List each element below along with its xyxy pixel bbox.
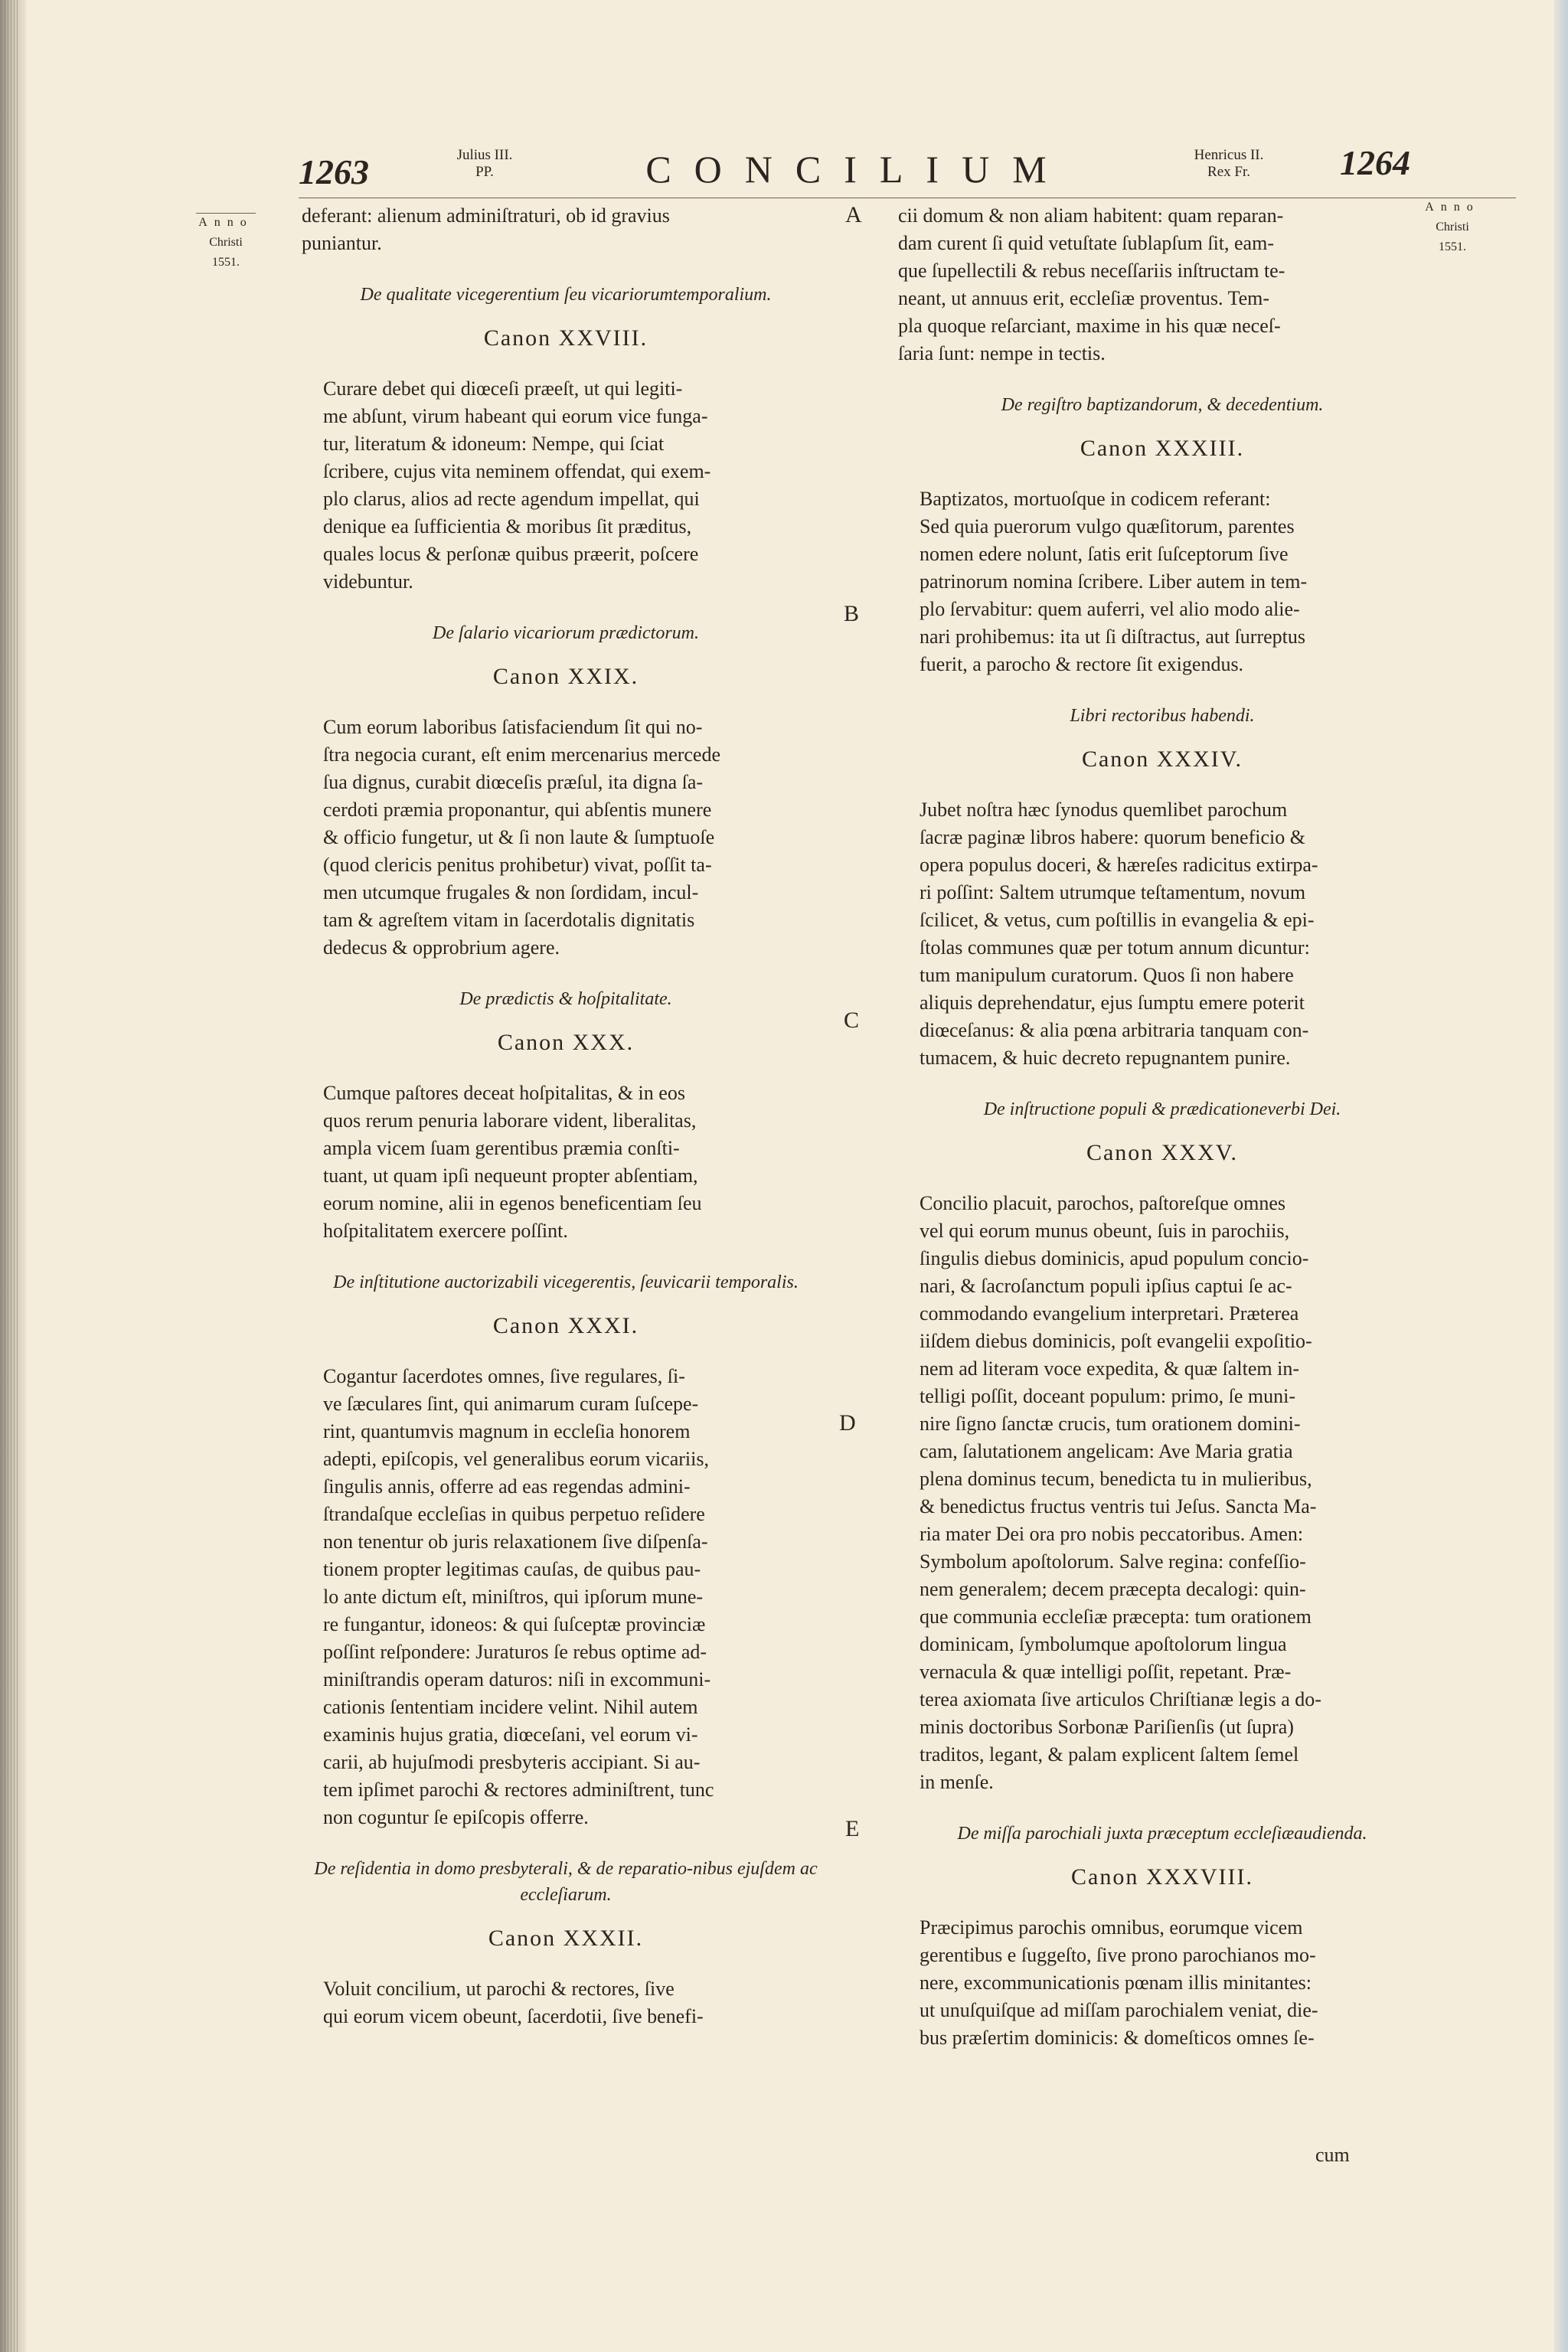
text-line: quos rerum penuria laborare vident, liberalitas, xyxy=(323,1109,697,1132)
text-line: cationis ſententiam incidere velint. Nihil autem xyxy=(323,1696,698,1718)
text-line: puniantur. xyxy=(302,232,382,254)
paragraph-canon-38 xyxy=(898,1914,1426,2052)
canon-number-38: Canon XXXVIII. xyxy=(1071,1864,1253,1890)
text-line: (quod clericis penitus prohibetur) vivat, poſſit ta- xyxy=(323,854,712,876)
text-line: nem ad literam voce expedita, & quæ ſaltem in- xyxy=(920,1357,1300,1380)
canon-number-29: Canon XXIX. xyxy=(492,664,639,689)
text-line: Jubet noſtra hæc ſynodus quemlibet parochum xyxy=(920,799,1288,821)
text-line: rint, quantumvis magnum in eccleſia honorem xyxy=(323,1420,691,1442)
text-line: hoſpitalitatem exercere poſſint. xyxy=(323,1220,568,1242)
text-line: aliquis deprehendatur, ejus ſumptu emere poterit xyxy=(920,991,1305,1014)
intro-text-right xyxy=(898,202,1426,368)
canon-number-31: Canon XXXI. xyxy=(492,1313,639,1338)
heading-canon-30 xyxy=(302,986,830,1012)
text-line: Symbolum apoſtolorum. Salve regina: confeſſio- xyxy=(920,1550,1306,1573)
text-line: tionem propter legitimas cauſas, de quibus pau- xyxy=(323,1558,701,1580)
text-line: men utcumque frugales & non ſordidam, incul- xyxy=(323,881,699,903)
paragraph-canon-32 xyxy=(302,1975,830,2030)
text-line: ampla vicem ſuam gerentibus præmia conſti- xyxy=(323,1137,680,1159)
text-line: De ſalario vicariorum prædictorum. xyxy=(433,623,699,643)
paragraph-canon-33 xyxy=(898,485,1426,678)
heading-canon-35 xyxy=(898,1096,1426,1122)
text-line: re fungantur, idoneos: & qui ſuſceptæ provinciæ xyxy=(323,1613,706,1635)
margin-year-value: 1551. xyxy=(1439,240,1466,253)
text-line: me abſunt, virum habeant qui eorum vice funga- xyxy=(323,405,708,427)
text-line: gerentibus e ſuggeſto, ſive prono parochianos mo- xyxy=(920,1944,1316,1966)
text-line: ſua dignus, curabit diœceſis præſul, ita digna ſa- xyxy=(323,771,704,793)
text-line: nari, & ſacroſanctum populi ipſius captui ſe ac- xyxy=(920,1275,1292,1297)
text-line: telligi poſſit, doceant populum: primo, ſe muni- xyxy=(920,1385,1296,1407)
text-line: fuerit, a parocho & rectore ſit exigendus. xyxy=(920,653,1244,675)
text-line: que ſupellectili & rebus neceſſariis inſtructam te- xyxy=(898,260,1285,282)
canon-number-34: Canon XXXIV. xyxy=(1081,746,1243,772)
text-line: minis doctoribus Sorbonæ Pariſienſis (ut ſupra) xyxy=(920,1716,1294,1738)
text-line: vicarii temporalis. xyxy=(662,1272,799,1292)
text-line: iiſdem diebus dominicis, poſt evangelii expoſitio- xyxy=(920,1330,1312,1352)
text-line: in menſe. xyxy=(920,1771,994,1793)
text-line: ſaria ſunt: nempe in tectis. xyxy=(898,342,1106,364)
text-line: videbuntur. xyxy=(323,570,413,593)
text-line: eorum nomine, alii in egenos beneficentiam ſeu xyxy=(323,1192,702,1214)
margin-year-right xyxy=(1418,198,1487,257)
intro-text-left xyxy=(302,202,830,257)
text-line: verbi Dei. xyxy=(1267,1099,1341,1119)
text-line: ut unuſquiſque ad miſſam parochialem veniat, die- xyxy=(920,1999,1318,2021)
text-line: Voluit concilium, ut parochi & rectores, ſive xyxy=(323,1978,675,2000)
text-line: Cogantur ſacerdotes omnes, ſive regulares, ſi- xyxy=(323,1365,685,1387)
text-line: non tenentur ob juris relaxationem ſive diſpenſa- xyxy=(323,1530,708,1553)
text-line: quales locus & perſonæ quibus præerit, poſcere xyxy=(323,543,699,565)
text-line: cii domum & non aliam habitent: quam reparan- xyxy=(898,204,1284,227)
canon-number-33: Canon XXXIII. xyxy=(1080,436,1245,461)
margin-year-left xyxy=(191,213,260,273)
text-line: poſſint reſpondere: Juraturos ſe rebus optime ad- xyxy=(323,1641,707,1663)
text-line: vernacula & quæ intelligi poſſit, repetant. Præ- xyxy=(920,1661,1292,1683)
canon-number-30: Canon XXX. xyxy=(497,1030,635,1055)
text-line: tumacem, & huic decreto repugnantem punire. xyxy=(920,1047,1291,1069)
text-line: nomen edere nolunt, ſatis erit ſuſceptorum ſive xyxy=(920,543,1289,565)
paragraph-canon-35 xyxy=(898,1190,1426,1796)
text-line: ſacræ paginæ libros habere: quorum beneficio & xyxy=(920,826,1305,848)
pope-title: PP. xyxy=(475,164,494,180)
text-line: dedecus & opprobrium agere. xyxy=(323,936,560,959)
section-letter-a: A xyxy=(845,202,862,227)
section-letter-e: E xyxy=(845,1816,860,1841)
text-line: ſtolas communes quæ per totum annum dicuntur: xyxy=(920,936,1310,959)
text-line: miniſtrandis operam daturos: niſi in excommuni- xyxy=(323,1668,711,1690)
text-line: ſtra negocia curant, eſt enim mercenarius mercede xyxy=(323,743,721,766)
king-name: Henricus II. xyxy=(1194,147,1264,163)
text-line: diœceſanus: & alia pœna arbitraria tanquam con- xyxy=(920,1019,1309,1041)
text-line: plo ſervabitur: quem auferri, vel alio modo alie- xyxy=(920,598,1300,620)
margin-christi: Christi xyxy=(1436,220,1469,234)
text-line: lo ante dictum eſt, miniſtros, qui ipſorum mune- xyxy=(323,1586,704,1608)
text-line: Sed quia puerorum vulgo quæſitorum, parentes xyxy=(920,515,1295,537)
paragraph-canon-34 xyxy=(898,796,1426,1072)
text-line: tum manipulum curatorum. Quos ſi non habere xyxy=(920,964,1294,986)
text-line: deferant: alienum adminiſtraturi, ob id gravius xyxy=(302,204,670,227)
text-line: plena dominus tecum, benedicta tu in mulieribus, xyxy=(920,1468,1312,1490)
heading-canon-38 xyxy=(898,1821,1426,1847)
text-line: dominicam, ſymbolumque apoſtolorum lingua xyxy=(920,1633,1287,1655)
text-line: ſingulis diebus dominicis, apud populum concio- xyxy=(920,1247,1309,1269)
catchword: cum xyxy=(1315,2144,1350,2166)
left-column xyxy=(302,202,830,2030)
canon-number-32: Canon XXXII. xyxy=(488,1926,644,1951)
canon-number-28: Canon XXVIII. xyxy=(483,325,648,351)
text-line: & officio fungetur, ut & ſi non laute & ſumptuoſe xyxy=(323,826,715,848)
text-line: opera populus doceri, & hæreſes radicitus extirpa- xyxy=(920,854,1318,876)
section-letter-b: B xyxy=(844,601,860,626)
text-line: & benedictus fructus ventris tui Jeſus. Sancta Ma- xyxy=(920,1495,1317,1517)
text-line: adepti, epiſcopis, vel generalibus eorum vicariis, xyxy=(323,1448,709,1470)
text-line: Cumque paſtores deceat hoſpitalitas, & in eos xyxy=(323,1082,685,1104)
text-line: Cum eorum laboribus ſatisfaciendum ſit qui no- xyxy=(323,716,703,738)
text-line: non coguntur ſe epiſcopis offerre. xyxy=(323,1806,589,1828)
text-line: De inſtructione populi & prædicatione xyxy=(983,1099,1268,1119)
text-line: nem generalem; decem præcepta decalogi: quin- xyxy=(920,1578,1306,1600)
text-line: ve ſæculares ſint, qui animarum curam ſuſcepe- xyxy=(323,1393,699,1415)
heading-canon-28 xyxy=(302,282,830,308)
paragraph-canon-28 xyxy=(302,375,830,596)
text-line: Præcipimus parochis omnibus, eorumque vicem xyxy=(920,1916,1303,1939)
running-head-title: CONCILIUM xyxy=(645,148,1070,191)
heading-canon-29 xyxy=(302,620,830,646)
text-line: pla quoque reſarciant, maxime in his quæ neceſ- xyxy=(898,315,1281,337)
text-line: nibus ejuſdem ac eccleſiarum. xyxy=(520,1859,818,1905)
margin-christi: Christi xyxy=(209,236,243,249)
text-line: qui eorum vicem obeunt, ſacerdotii, ſive benefi- xyxy=(323,2005,704,2027)
text-line: ria mater Dei ora pro nobis peccatoribus. Amen: xyxy=(920,1523,1304,1545)
margin-anno: Anno xyxy=(198,216,253,229)
text-line: vel qui eorum munus obeunt, ſuis in parochiis, xyxy=(920,1220,1290,1242)
section-letter-d: D xyxy=(839,1410,856,1436)
text-line: ſingulis annis, offerre ad eas regendas admini- xyxy=(323,1475,691,1498)
page-number-left: 1263 xyxy=(299,152,369,191)
section-letter-c: C xyxy=(844,1008,860,1033)
text-line: temporalium. xyxy=(672,285,772,305)
text-line: denique ea ſufficientia & moribus ſit præditus, xyxy=(323,515,692,537)
paragraph-canon-31 xyxy=(302,1363,830,1831)
paragraph-canon-29 xyxy=(302,714,830,962)
text-line: De reſidentia in domo presbyterali, & de reparatio- xyxy=(314,1859,693,1879)
text-line: bus præſertim dominicis: & domeſticos omnes ſe- xyxy=(920,2027,1315,2049)
text-line: nari prohibemus: ita ut ſi diſtractus, aut ſurreptus xyxy=(920,626,1306,648)
text-line: neant, ut annuus erit, eccleſiæ proventus. Tem- xyxy=(898,287,1270,309)
text-line: De qualitate vicegerentium ſeu vicariorum xyxy=(360,285,673,305)
heading-canon-34 xyxy=(898,703,1426,729)
text-line: cam, ſalutationem angelicam: Ave Maria gratia xyxy=(920,1440,1293,1462)
text-line: commodando evangelium interpretari. Præterea xyxy=(920,1302,1299,1325)
canon-number-35: Canon XXXV. xyxy=(1086,1140,1239,1165)
text-line: ri poſſint: Saltem utrumque teſtamentum, novum xyxy=(920,881,1306,903)
paragraph-canon-30 xyxy=(302,1080,830,1245)
text-line: De regiſtro baptizandorum, & decedentium. xyxy=(1001,395,1324,415)
text-line: De inſtitutione auctorizabili vicegerentis, ſeu xyxy=(333,1272,663,1292)
text-line: De miſſa parochiali juxta præceptum eccleſiæ xyxy=(957,1824,1295,1844)
text-line: nere, excommunicationis pœnam illis minitantes: xyxy=(920,1971,1312,1994)
text-line: dam curent ſi quid vetuſtate ſublapſum ſit, eam- xyxy=(898,232,1274,254)
text-line: tam & agreſtem vitam in ſacerdotalis dignitatis xyxy=(323,909,695,931)
heading-canon-33 xyxy=(898,392,1426,418)
text-line: examinis hujus gratia, diœceſani, vel eorum vi- xyxy=(323,1723,698,1746)
text-line: nire ſigno ſanctæ crucis, tum orationem domini- xyxy=(920,1413,1301,1435)
page-number-right: 1264 xyxy=(1340,143,1410,182)
text-line: ſcilicet, & vetus, cum poſtillis in evangelia & epi- xyxy=(920,909,1315,931)
text-line: audienda. xyxy=(1294,1824,1367,1844)
text-line: traditos, legant, & palam explicent ſaltem ſemel xyxy=(920,1743,1299,1766)
margin-anno: Anno xyxy=(1425,201,1480,214)
running-head-pope xyxy=(427,147,542,181)
text-line: patrinorum nomina ſcribere. Liber autem in tem- xyxy=(920,570,1308,593)
text-line: ſtrandaſque eccleſias in quibus perpetuo reſidere xyxy=(323,1503,705,1525)
pope-name: Julius III. xyxy=(456,147,513,163)
text-line: Concilio placuit, parochos, paſtoreſque omnes xyxy=(920,1192,1285,1214)
text-line: ſcribere, cujus vita neminem offendat, qui exem- xyxy=(323,460,711,482)
heading-canon-31 xyxy=(302,1269,830,1295)
text-line: Baptizatos, mortuoſque in codicem referant: xyxy=(920,488,1271,510)
text-line: carii, ab hujuſmodi presbyteris accipiant. Si au- xyxy=(323,1751,701,1773)
text-line: tuant, ut quam ipſi nequeunt propter abſentiam, xyxy=(323,1165,698,1187)
running-head-king xyxy=(1148,147,1309,181)
text-line: De prædictis & hoſpitalitate. xyxy=(459,989,672,1009)
text-line: tur, literatum & idoneum: Nempe, qui ſciat xyxy=(323,433,665,455)
text-line: Curare debet qui diœceſi præeſt, ut qui legiti- xyxy=(323,377,683,400)
right-column xyxy=(898,202,1426,2052)
heading-canon-32 xyxy=(302,1856,830,1908)
king-title: Rex Fr. xyxy=(1207,164,1250,180)
text-line: cerdoti præmia proponantur, qui abſentis munere xyxy=(323,799,712,821)
text-line: terea axiomata ſive articulos Chriſtianæ legis a do- xyxy=(920,1688,1321,1710)
text-line: plo clarus, alios ad recte agendum impellat, qui xyxy=(323,488,700,510)
text-line: Libri rectoribus habendi. xyxy=(1070,706,1255,726)
margin-year-value: 1551. xyxy=(212,256,240,269)
text-line: que communia eccleſiæ præcepta: tum orationem xyxy=(920,1606,1312,1628)
text-line: tem ipſimet parochi & rectores adminiſtrent, tunc xyxy=(323,1779,714,1801)
